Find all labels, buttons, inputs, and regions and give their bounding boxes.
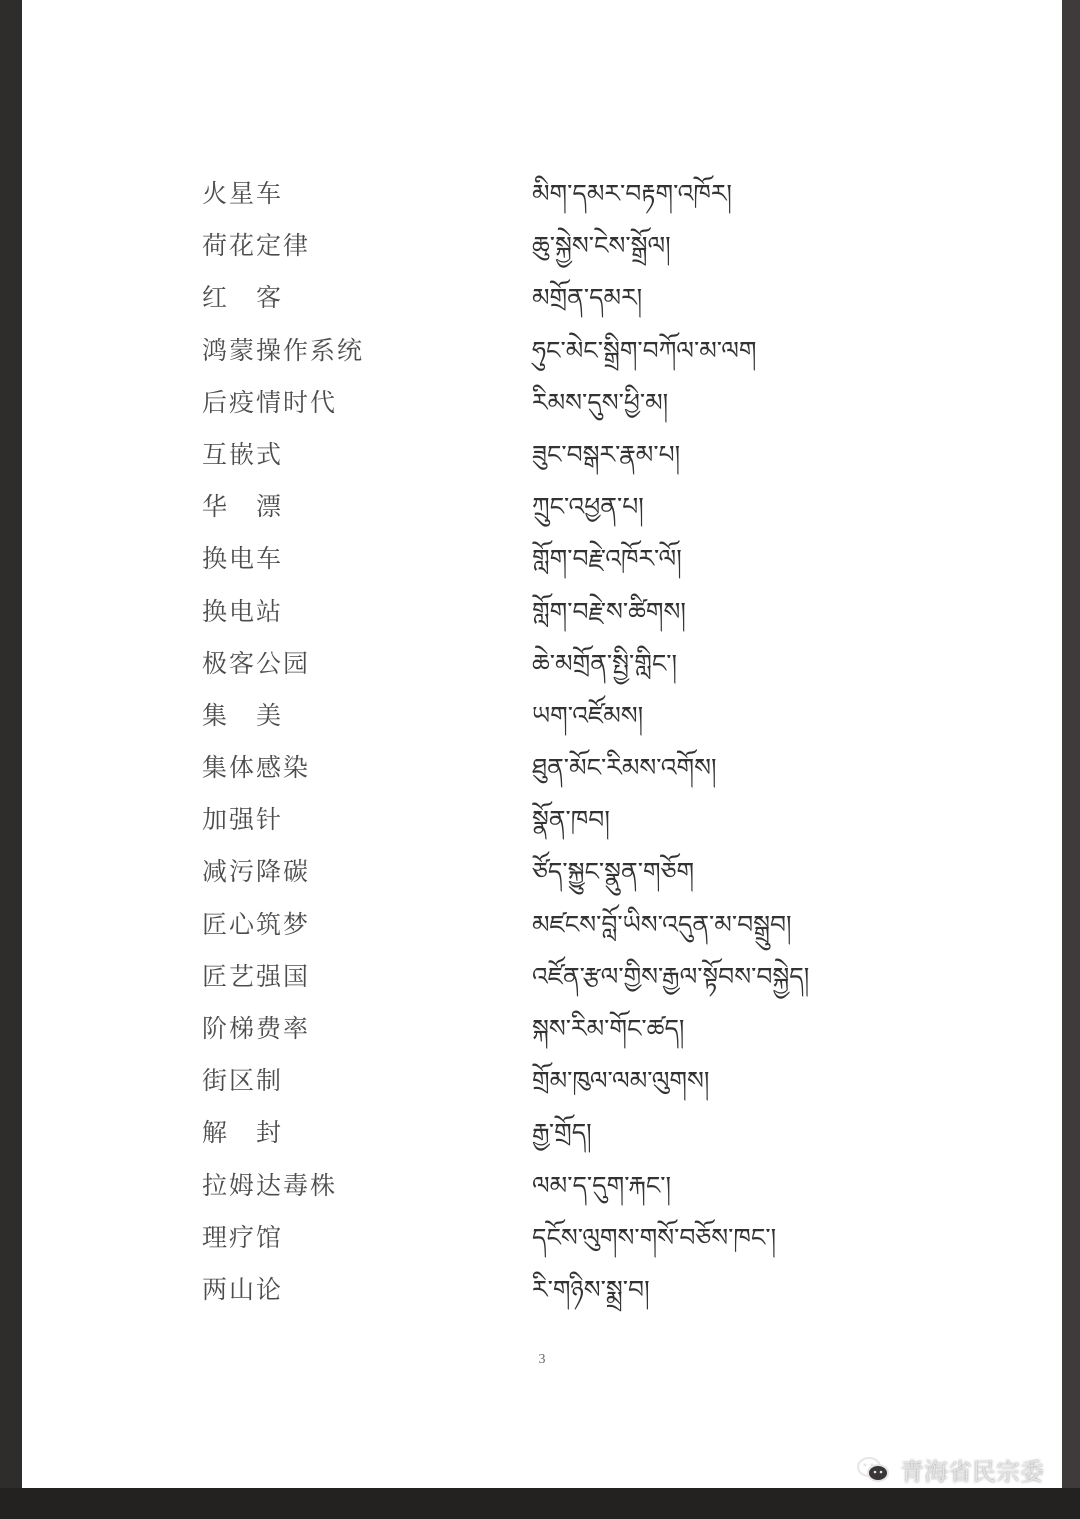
- tibetan-term: ཐུན་མོང་རིམས་འགོས།: [532, 753, 717, 783]
- background-edge-left: [0, 0, 22, 1519]
- glossary-row: [22, 168, 1062, 220]
- chinese-term: 华 漂: [202, 492, 284, 522]
- tibetan-term: མིག་དམར་བརྟག་འཁོར།: [532, 179, 732, 208]
- chinese-term: 匠艺强国: [202, 961, 311, 991]
- watermark-text: 青海省民宗委: [900, 1458, 1044, 1486]
- chinese-term: 拉姆达毒株: [202, 1170, 338, 1200]
- tibetan-term: ཟུང་བསྒར་རྣམ་པ།: [532, 439, 681, 469]
- glossary-row: [22, 377, 1062, 429]
- chinese-term: 街区制: [202, 1066, 284, 1096]
- tibetan-term: ཧུང་མེང་སྒྲིག་བཀོལ་མ་ལག: [532, 335, 757, 365]
- chinese-term: 两山论: [202, 1274, 284, 1304]
- tibetan-term: མཛངས་བློ་ཡིས་འདུན་མ་བསྒྲུབ།: [532, 909, 792, 939]
- tibetan-term: མགྲོན་དམར།: [532, 283, 643, 313]
- glossary-row: [22, 1264, 1062, 1316]
- tibetan-term: ཡག་འཛོམས།: [532, 700, 644, 730]
- tibetan-term: ཙོད་སྐྱུང་སྣུན་གཅོག: [532, 857, 695, 887]
- glossary-row: [22, 846, 1062, 898]
- glossary-row: [22, 1107, 1062, 1159]
- chinese-term: 互嵌式: [202, 439, 284, 469]
- glossary-row: [22, 481, 1062, 533]
- tibetan-term: གློག་བརྗེ་ས་ཚིགས།: [532, 596, 686, 626]
- document-page: [22, 0, 1062, 1488]
- page-number: 3: [538, 1352, 546, 1367]
- tibetan-term: རིམས་དུས་ཕྱི་མ།: [532, 387, 669, 417]
- tibetan-term: རི་གཉིས་སྨྲ་བ།: [532, 1274, 650, 1304]
- tibetan-term: སྣོན་ཁབ།: [532, 805, 610, 835]
- chinese-term: 极客公园: [202, 648, 311, 678]
- glossary-row: [22, 272, 1062, 324]
- glossary-row: [22, 1212, 1062, 1264]
- chinese-term: 换电站: [202, 596, 284, 626]
- tibetan-term: འཛོན་རྩལ་གྱིས་རྒྱལ་སྟོབས་བསྐྱེད།: [532, 961, 810, 991]
- chinese-term: 鸿蒙操作系统: [202, 335, 365, 365]
- chinese-term: 换电车: [202, 544, 284, 574]
- glossary-row: [22, 899, 1062, 951]
- term-glossary: [22, 168, 1062, 1316]
- glossary-row: [22, 220, 1062, 272]
- chinese-term: 火星车: [202, 179, 284, 208]
- source-watermark: [856, 1452, 1044, 1487]
- tibetan-term: སྐས་རིམ་གོང་ཚད།: [532, 1014, 685, 1043]
- chinese-term: 理疗馆: [202, 1222, 284, 1252]
- wechat-icon: [856, 1456, 890, 1484]
- chinese-term: 阶梯费率: [202, 1014, 311, 1043]
- tibetan-term: རྒྱ་གྲོད།: [532, 1118, 592, 1148]
- tibetan-term: ལམ་ད་དུག་རྐང་།: [532, 1170, 672, 1200]
- tibetan-term: ཀྲུང་འཕྱན་པ།: [532, 492, 644, 522]
- background-edge-right: [1062, 0, 1080, 1519]
- glossary-row: [22, 325, 1062, 377]
- chinese-term: 后疫情时代: [202, 387, 338, 417]
- glossary-row: [22, 586, 1062, 638]
- glossary-row: [22, 794, 1062, 846]
- chinese-term: 匠心筑梦: [202, 909, 311, 939]
- glossary-row: [22, 533, 1062, 585]
- chinese-term: 红 客: [202, 283, 284, 313]
- tibetan-term: ཆུ་སྐྱེས་ངེས་སྒྲོལ།: [532, 231, 671, 261]
- chinese-term: 集 美: [202, 700, 284, 730]
- chinese-term: 减污降碳: [202, 857, 311, 887]
- background-edge-bottom: [0, 1488, 1080, 1519]
- tibetan-term: གྲོམ་ཁུལ་ལམ་ལུགས།: [532, 1066, 710, 1096]
- chinese-term: 解 封: [202, 1118, 284, 1148]
- chinese-term: 集体感染: [202, 753, 311, 783]
- glossary-row: [22, 951, 1062, 1003]
- tibetan-term: ཆེ་མགྲོན་སྤྱི་གླིང་།: [532, 648, 678, 678]
- glossary-row: [22, 1055, 1062, 1107]
- chinese-term: 荷花定律: [202, 231, 311, 261]
- tibetan-term: གློག་བརྗེ་འཁོར་ལོ།: [532, 544, 682, 574]
- glossary-row: [22, 1160, 1062, 1212]
- glossary-row: [22, 429, 1062, 481]
- glossary-row: [22, 690, 1062, 742]
- glossary-row: [22, 638, 1062, 690]
- glossary-row: [22, 1003, 1062, 1055]
- tibetan-term: དངོས་ལུགས་གསོ་བཅོས་ཁང་།: [532, 1222, 777, 1252]
- chinese-term: 加强针: [202, 805, 284, 835]
- glossary-row: [22, 742, 1062, 794]
